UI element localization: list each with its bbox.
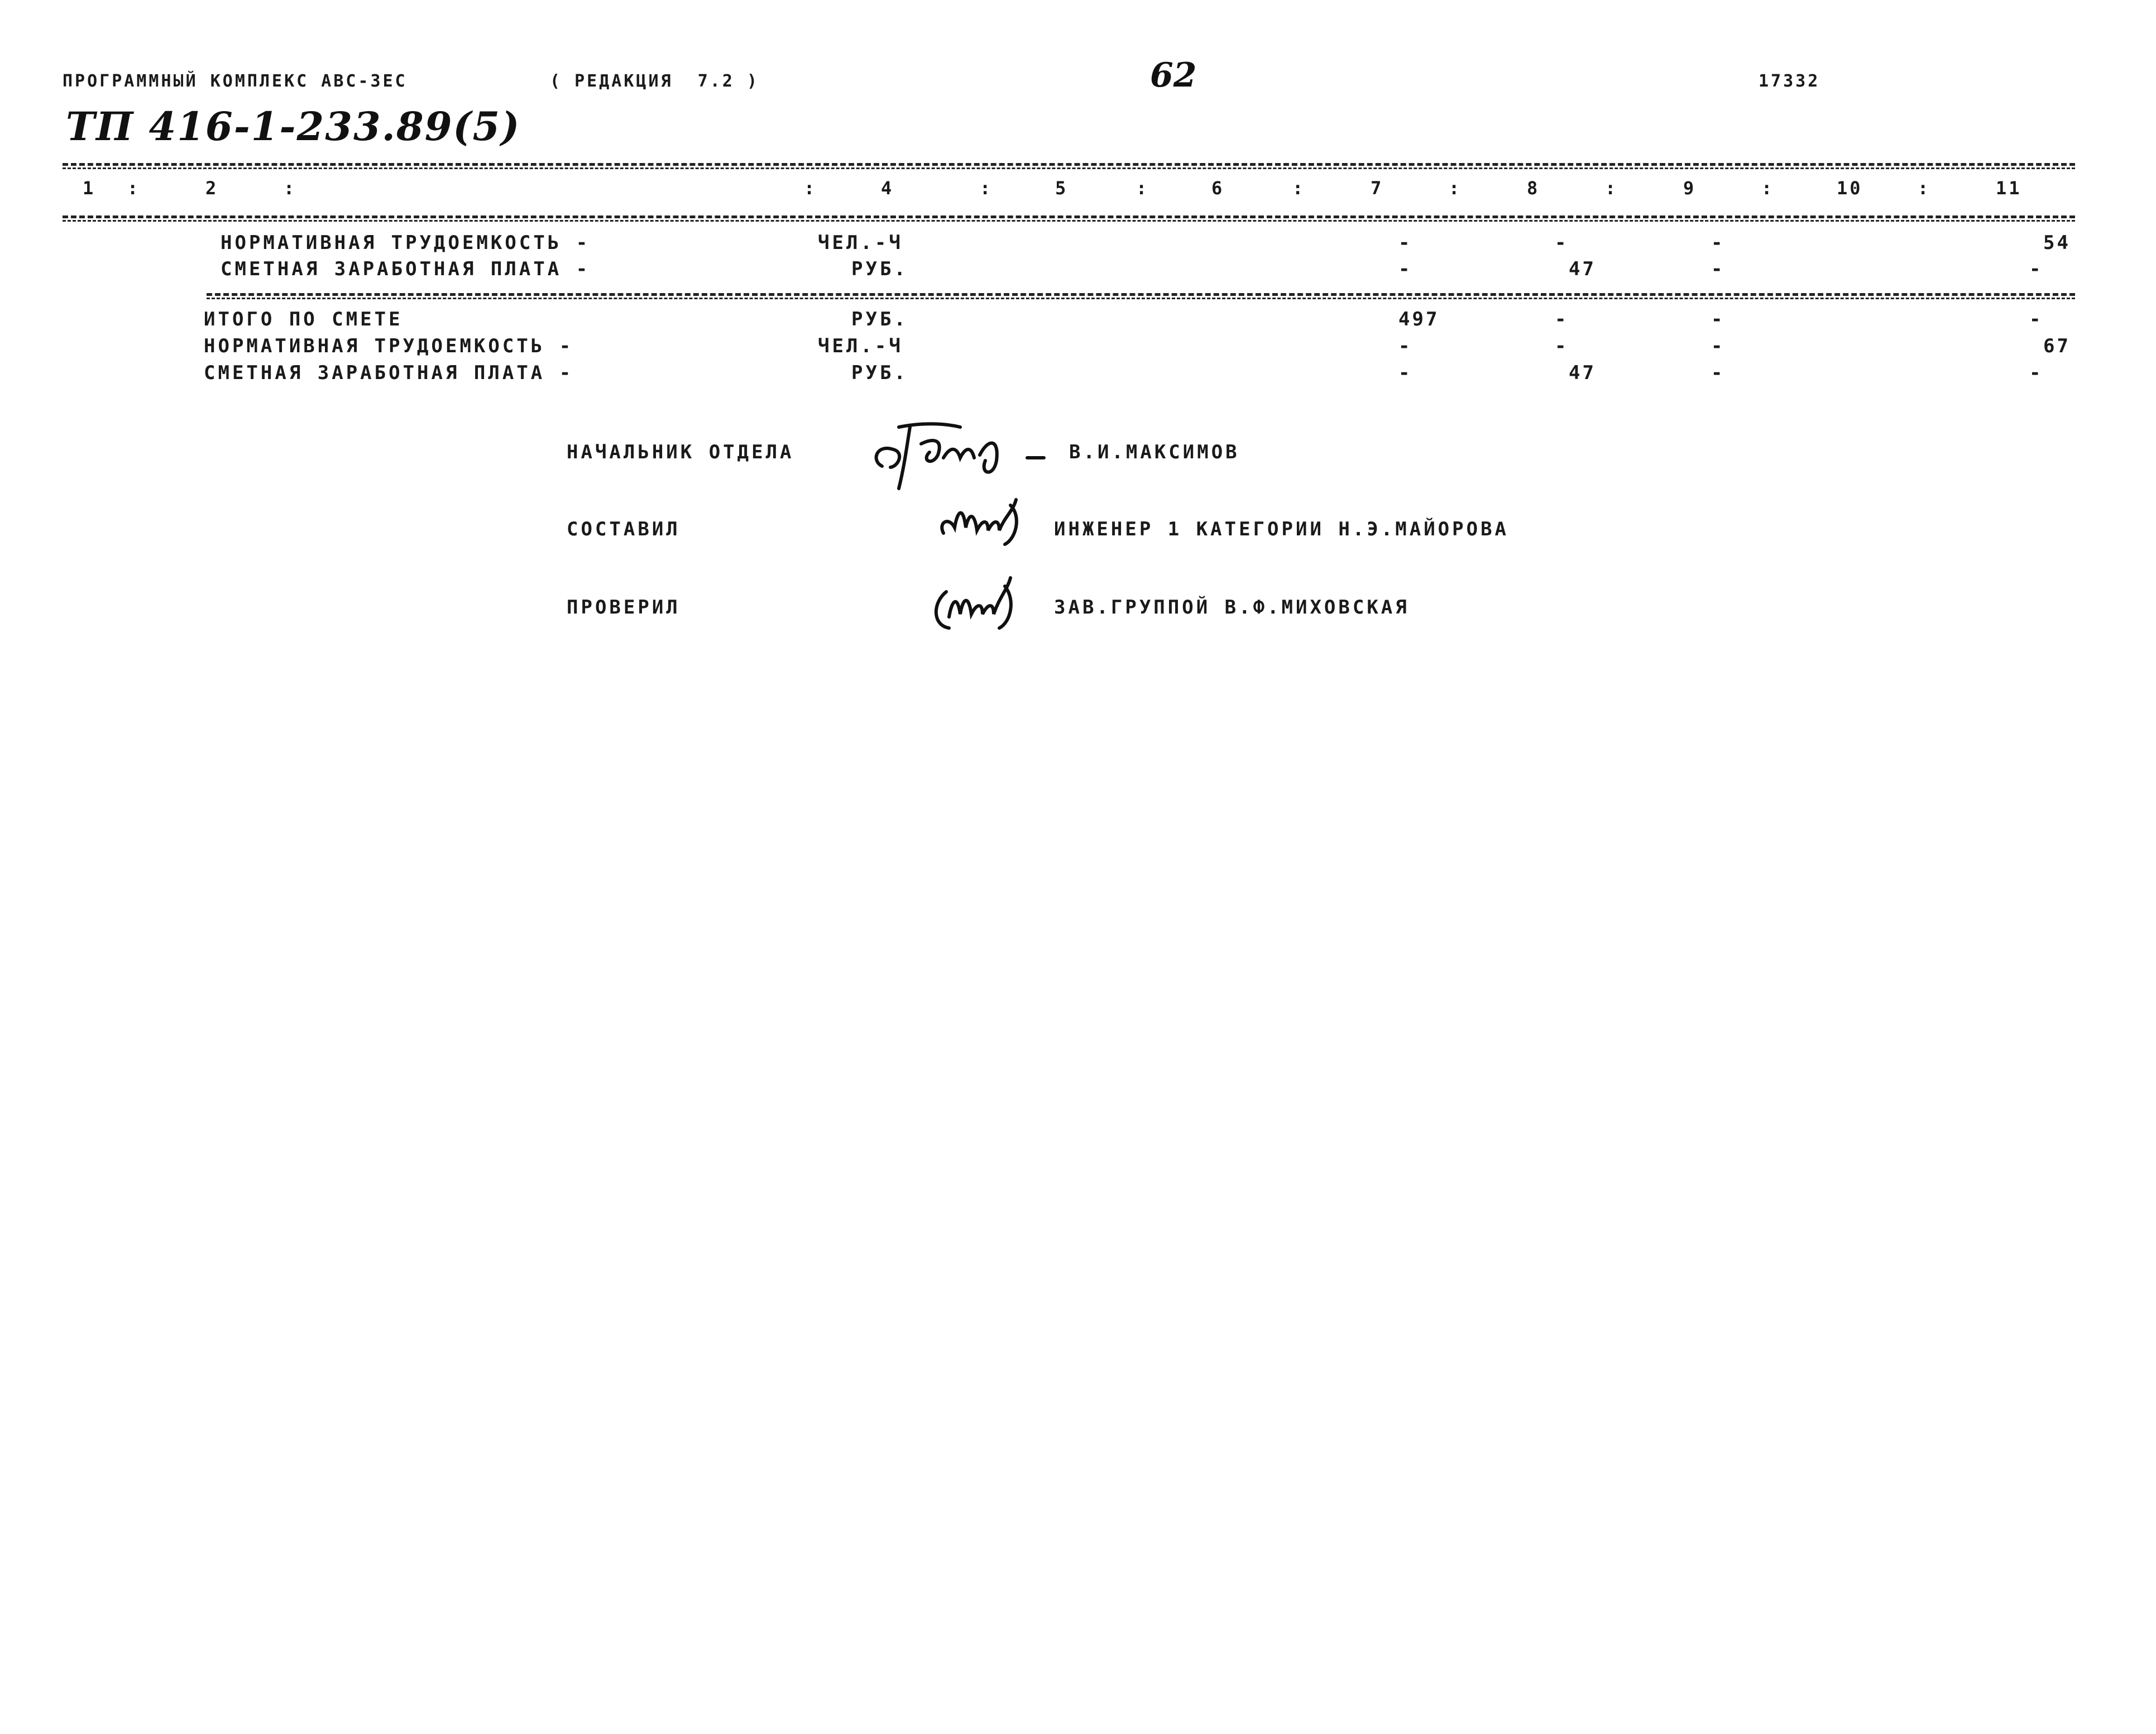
cell-col8: 47 (1569, 258, 1596, 280)
signature-role: СОСТАВИЛ (567, 518, 681, 540)
col-sep: : (127, 178, 141, 199)
col-header-7: 7 (1371, 178, 1384, 199)
handwritten-signature (860, 405, 1072, 494)
page-number: 62 (1150, 56, 1197, 95)
col-header-5: 5 (1055, 178, 1069, 199)
col-sep: : (980, 178, 993, 199)
row-label: НОРМАТИВНАЯ ТРУДОЕМКОСТЬ - (204, 335, 574, 357)
edition-label: ( РЕДАКЦИЯ 7.2 ) (550, 71, 760, 91)
signature-role: НАЧАЛЬНИК ОТДЕЛА (567, 441, 794, 463)
col-sep: : (1605, 178, 1618, 199)
handwritten-signature (932, 488, 1033, 550)
cell-col7: - (1398, 362, 1412, 384)
col-header-4: 4 (881, 178, 894, 199)
signature-name: ЗАВ.ГРУППОЙ В.Ф.МИХОВСКАЯ (1054, 596, 1410, 619)
program-name: ПРОГРАММНЫЙ КОМПЛЕКС АВС-ЗЕС (63, 71, 408, 91)
section-rule-2 (207, 298, 2075, 299)
col-header-1: 1 (83, 178, 96, 199)
col-sep: : (1136, 178, 1149, 199)
handwritten-signature (927, 569, 1027, 636)
col-sep: : (804, 178, 817, 199)
cell-col11: - (2029, 258, 2043, 280)
table-top-rule (63, 163, 2075, 166)
cell-col9: - (1711, 258, 1725, 280)
table-top-rule-2 (63, 167, 2075, 169)
col-sep: : (1918, 178, 1931, 199)
row-label: СМЕТНАЯ ЗАРАБОТНАЯ ПЛАТА - (221, 258, 591, 280)
cell-col8: - (1555, 335, 1569, 357)
signature-role: ПРОВЕРИЛ (567, 596, 681, 619)
row-label: ИТОГО ПО СМЕТЕ (204, 308, 403, 330)
row-unit: ЧЕЛ.-Ч (818, 232, 903, 254)
col-header-8: 8 (1527, 178, 1540, 199)
cell-col8: - (1555, 232, 1569, 254)
cell-col11: 54 (2043, 232, 2071, 254)
col-header-10: 10 (1837, 178, 1863, 199)
document-number: 17332 (1759, 71, 1820, 91)
header-bottom-rule (63, 215, 2075, 218)
row-unit: РУБ. (851, 362, 908, 384)
cell-col7: - (1398, 335, 1412, 357)
cell-col9: - (1711, 362, 1725, 384)
cell-col11: - (2029, 308, 2043, 330)
header-bottom-rule-2 (63, 220, 2075, 222)
col-sep: : (1761, 178, 1775, 199)
cell-col7: 497 (1398, 308, 1440, 330)
section-rule (207, 293, 2075, 296)
row-label: НОРМАТИВНАЯ ТРУДОЕМКОСТЬ - (221, 232, 591, 254)
row-unit: ЧЕЛ.-Ч (818, 335, 903, 357)
cell-col11: 67 (2043, 335, 2071, 357)
col-header-2: 2 (205, 178, 219, 199)
cell-col8: - (1555, 308, 1569, 330)
cell-col9: - (1711, 308, 1725, 330)
signature-name: ИНЖЕНЕР 1 КАТЕГОРИИ Н.Э.МАЙОРОВА (1054, 518, 1510, 540)
cell-col9: - (1711, 335, 1725, 357)
document-code: ТП 416-1-233.89(5) (66, 103, 521, 150)
cell-col7: - (1398, 232, 1412, 254)
col-header-6: 6 (1211, 178, 1225, 199)
cell-col7: - (1398, 258, 1412, 280)
cell-col8: 47 (1569, 362, 1596, 384)
col-sep: : (284, 178, 297, 199)
signature-name: В.И.МАКСИМОВ (1069, 441, 1240, 463)
row-unit: РУБ. (851, 308, 908, 330)
col-header-11: 11 (1996, 178, 2022, 199)
col-sep: : (1449, 178, 1462, 199)
cell-col11: - (2029, 362, 2043, 384)
col-header-9: 9 (1683, 178, 1697, 199)
cell-col9: - (1711, 232, 1725, 254)
row-unit: РУБ. (851, 258, 908, 280)
row-label: СМЕТНАЯ ЗАРАБОТНАЯ ПЛАТА - (204, 362, 574, 384)
col-sep: : (1292, 178, 1306, 199)
